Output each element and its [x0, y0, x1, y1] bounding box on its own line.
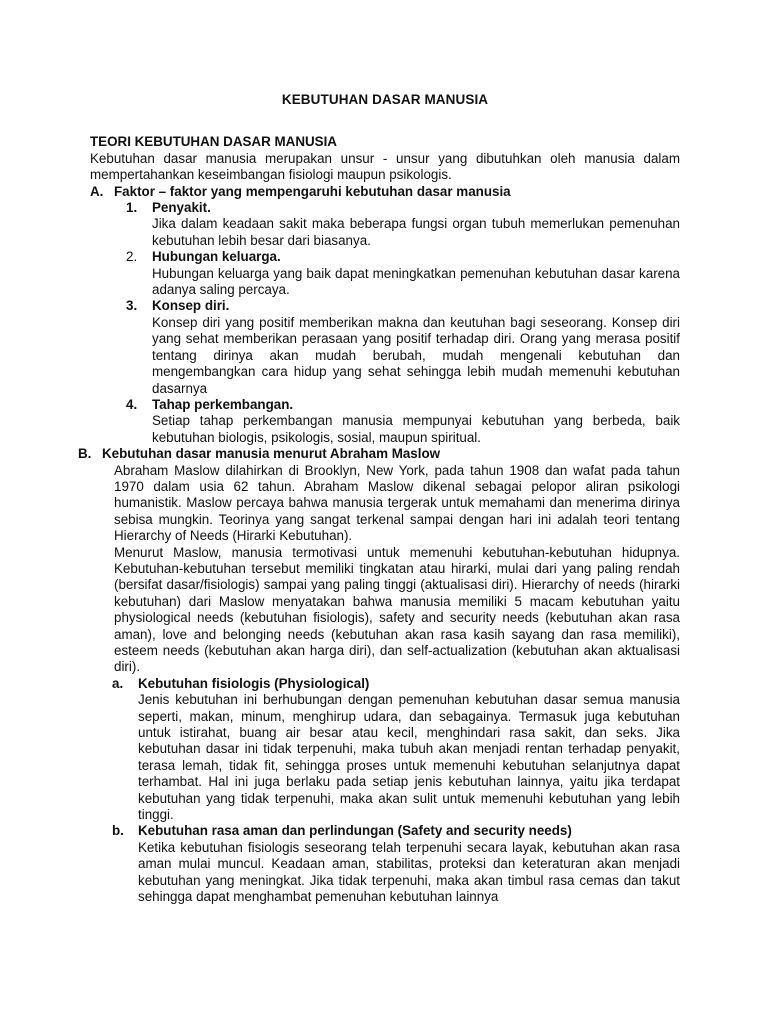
section-b-paragraph-2: Menurut Maslow, manusia termotivasi untuk memenuhi kebutuhan-kebutuhan hidupnya. Kebutuhan-kebutuhan tersebut memiliki tingkatan atau hirarki, mulai dari yang paling rendah (bersifat dasar/fisiologis) sampai yang paling tinggi (aktualisasi diri). Hierarchy of needs (hirarki kebutuhan) dari Maslow menyatakan bahwa manusia memiliki 5 macam kebutuhan yaitu physiological needs (kebutuhan fisiologis), safety and security needs (kebutuhan akan rasa aman), love and belonging needs (kebutuhan akan rasa kasih sayang dan rasa memiliki), esteem needs (kebutuhan akan harga diri), dan self-actualization (kebutuhan akan aktualisasi diri). [114, 544, 680, 675]
section-a-heading: Faktor – faktor yang mempengaruhi kebutuhan dasar manusia [114, 183, 511, 199]
item-title: Kebutuhan fisiologis (Physiological) [138, 675, 370, 691]
item-title: Kebutuhan rasa aman dan perlindungan (Safety and security needs) [138, 823, 572, 839]
item-number: 1. [126, 200, 138, 216]
item-body: Setiap tahap perkembangan manusia mempunyai kebutuhan yang berbeda, baik kebutuhan biologis, psikologis, sosial, maupun spiritual. [152, 413, 680, 445]
item-body: Hubungan keluarga yang baik dapat meningkatkan pemenuhan kebutuhan dasar karena adanya saling percaya. [152, 265, 680, 298]
item-letter: a. [112, 675, 124, 691]
list-item [114, 200, 680, 249]
section-a-list [114, 200, 680, 446]
item-number: 4. [126, 396, 138, 412]
item-body: Jenis kebutuhan ini berhubungan dengan pemenuhan kebutuhan dasar semua manusia seperti, makan, minum, menghirup udara, dan sebagainya. Termasuk juga kebutuhan untuk istirahat, buang air besar atau kecil, menghindari rasa sakit, dan seks. Jika kebutuhan dasar ini tidak terpenuhi, maka tubuh akan menjadi rentan terhadap penyakit, terasa lemah, tidak fit, sehingga proses untuk memenuhi kebutuhan selanjutnya dapat terhambat. Hal ini juga berlaku pada setiap jenis kebutuhan lainnya, yaitu jika terdapat kebutuhan yang tidak terpenuhi, maka akan sulit untuk memenuhi kebutuhan yang lebih tinggi. [138, 692, 680, 823]
intro-paragraph: Kebutuhan dasar manusia merupakan unsur - unsur yang dibutuhkan oleh manusia dalam mempertahankan keseimbangan fisiologi maupun psikologis. [90, 150, 680, 183]
item-title: Tahap perkembangan. [152, 396, 294, 412]
section-b-paragraph-1: Abraham Maslow dilahirkan di Brooklyn, New York, pada tahun 1908 dan wafat pada tahun 1970 dalam usia 62 tahun. Abraham Maslow dikenal sebagai pelopor aliran psikologi humanistik. Maslow percaya bahwa manusia tergerak untuk memahami dan menerima dirinya sebisa mungkin. Teorinya yang sangat terkenal sampai dengan hari ini adalah teori tentang Hierarchy of Needs (Hirarki Kebutuhan). [114, 462, 680, 544]
document-title: KEBUTUHAN DASAR MANUSIA [281, 92, 489, 107]
item-title: Konsep diri. [152, 298, 230, 314]
section-b-heading: Kebutuhan dasar manusia menurut Abraham Maslow [102, 446, 441, 462]
item-title: Penyakit. [152, 200, 211, 216]
list-item [114, 397, 680, 446]
section-heading: TEORI KEBUTUHAN DASAR MANUSIA [90, 134, 337, 150]
item-title: Hubungan keluarga. [152, 249, 281, 265]
item-letter: b. [112, 823, 124, 839]
section-b-label: B. [78, 446, 92, 462]
list-item [114, 249, 680, 298]
item-body: Konsep diri yang positif memberikan makna dan keutuhan bagi seseorang. Konsep diri yang sehat memberikan perasaan yang positif terhadap diri. Orang yang merasa positif tentang dirinya akan mudah berubah, mudah mengenali kebutuhan dan mengembangkan cara hidup yang sehat sehingga lebih mudah memenuhi kebutuhan dasarnya [152, 314, 680, 396]
list-item [100, 823, 680, 905]
item-body: Ketika kebutuhan fisiologis seseorang telah terpenuhi secara layak, kebutuhan akan rasa aman mulai muncul. Keadaan aman, stabilitas, proteksi dan keteraturan akan menjadi kebutuhan yang meningkat. Jika tidak terpenuhi, maka akan timbul rasa cemas dan takut sehingga dapat menghambat pemenuhan kebutuhan lainnya [138, 839, 680, 905]
item-body: Jika dalam keadaan sakit maka beberapa fungsi organ tubuh memerlukan pemenuhan kebutuhan lebih besar dari biasanya. [152, 216, 680, 248]
item-number: 2. [126, 249, 138, 265]
list-item [100, 676, 680, 824]
section-a [90, 184, 680, 447]
section-a-label: A. [90, 183, 104, 199]
item-number: 3. [126, 298, 138, 314]
list-item [114, 298, 680, 396]
section-b-list [114, 676, 680, 906]
section-b [78, 446, 680, 905]
